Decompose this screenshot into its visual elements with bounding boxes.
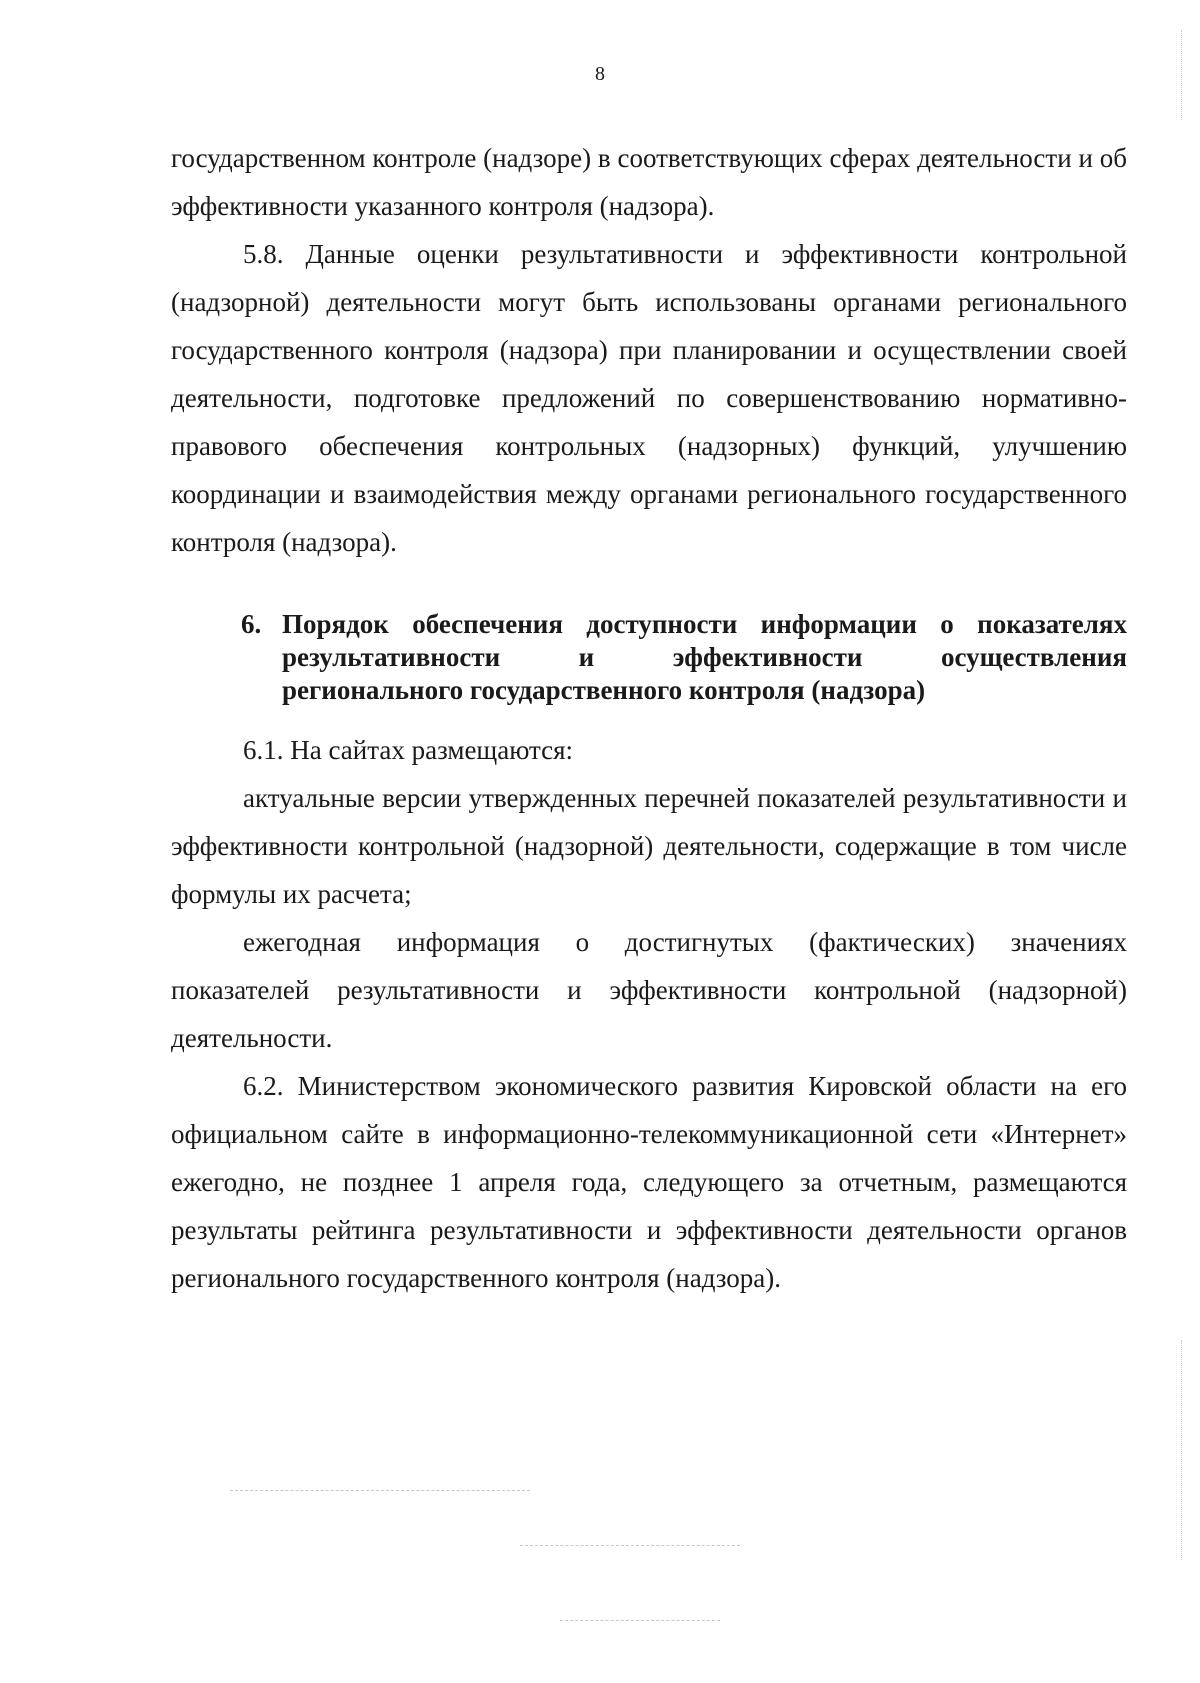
paragraph-6-1: 6.1. На сайтах размещаются: — [243, 735, 574, 765]
paragraph: государственном контроле (надзоре) в соответствующих сферах деятельности и об эффективности указанного контроля (надзора). — [171, 143, 1127, 221]
section-heading-text — [282, 608, 1127, 707]
page-number: 8 — [595, 63, 605, 85]
scan-artifact — [520, 1545, 740, 1546]
paragraph-list-item: актуальные версии утвержденных перечней показателей результативности и эффективности контрольной (надзорной) деятельности, содержащие в том числе формулы их расчета; — [171, 783, 1127, 909]
text-section-bottom — [171, 726, 1127, 1302]
section-heading-number: 6. — [241, 609, 262, 639]
paragraph-5-8: 5.8. Данные оценки результативности и эффективности контрольной (надзорной) деятельности могут быть использованы органами регионального государственного контроля (надзора) при планировании и осуществлении своей деятельности, подготовке предложений по совершенствованию нормативно-правового обеспечения контрольных (надзорных) функций, улучшению координации и взаимодействия между органами регионального государственного контроля (надзора). — [171, 239, 1127, 557]
scan-artifact — [560, 1620, 720, 1621]
section-heading-line: Порядок обеспечения доступности информации о показателях — [282, 609, 1127, 639]
section-heading-line: регионального государственного контроля (надзора) — [282, 675, 926, 705]
scan-artifact — [1181, 30, 1182, 120]
paragraph-list-item: ежегодная информация о достигнутых (фактических) значениях показателей результативности и эффективности контрольной (надзорной) деятельности. — [171, 927, 1127, 1053]
text-section-top — [171, 134, 1127, 566]
paragraph-6-2: 6.2. Министерством экономического развития Кировской области на его официальном сайте в информационно-телекоммуникационной сети «Интернет» ежегодно, не позднее 1 апреля года, следующего за отчетным, размещаются результаты рейтинга результативности и эффективности деятельности органов регионального государственного контроля (надзора). — [171, 1071, 1127, 1293]
section-heading — [171, 608, 1127, 707]
scan-artifact — [230, 1490, 530, 1491]
scan-artifact — [1181, 1340, 1182, 1560]
section-heading-line: результативности и эффективности осуществления — [282, 642, 1127, 672]
